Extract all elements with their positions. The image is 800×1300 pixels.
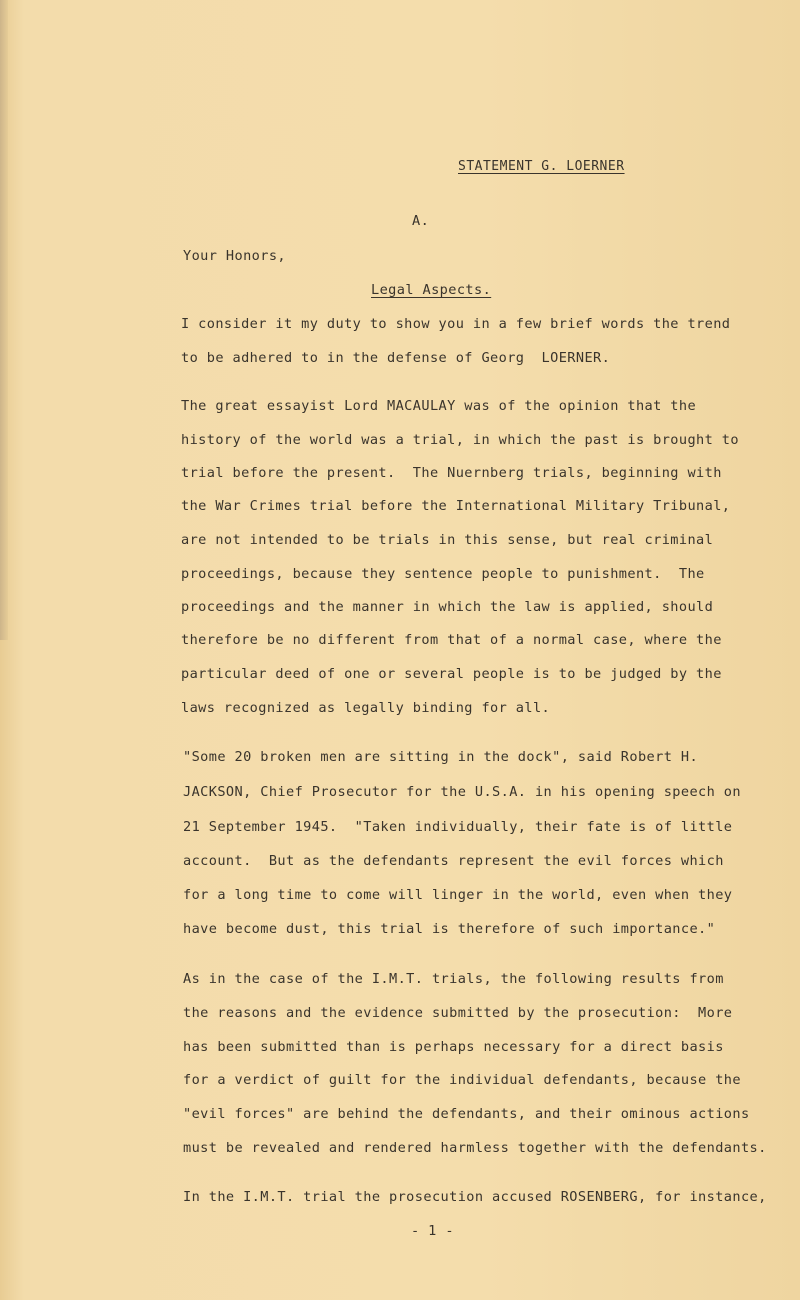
text-line: therefore be no different from that of a normal case, where the (181, 632, 722, 648)
text-line: for a verdict of guilt for the individual defendants, because the (183, 1072, 741, 1088)
text-line: have become dust, this trial is therefore of such importance." (183, 921, 716, 937)
subtitle: Legal Aspects. (371, 282, 492, 298)
section-letter: A. (412, 213, 430, 229)
text-line: account. But as the defendants represent the evil forces which (183, 853, 724, 869)
page-number: - 1 - (411, 1223, 454, 1239)
text-line: are not intended to be trials in this sense, but real criminal (181, 532, 714, 548)
text-line: In the I.M.T. trial the prosecution accused ROSENBERG, for instance, (183, 1189, 767, 1205)
text-line: "Some 20 broken men are sitting in the dock", said Robert H. (183, 749, 699, 765)
text-line: for a long time to come will linger in the world, even when they (183, 887, 733, 903)
text-line: proceedings and the manner in which the law is applied, should (181, 599, 714, 615)
text-line: I consider it my duty to show you in a few brief words the trend (181, 316, 731, 332)
text-line: particular deed of one or several people is to be judged by the (181, 666, 722, 682)
document-title: STATEMENT G. LOERNER (458, 159, 625, 174)
page-edge-shadow (0, 0, 8, 640)
text-line: laws recognized as legally binding for all. (181, 700, 551, 716)
text-line: to be adhered to in the defense of Georg LOERNER. (181, 350, 611, 366)
text-line: The great essayist Lord MACAULAY was of the opinion that the (181, 398, 697, 414)
text-line: JACKSON, Chief Prosecutor for the U.S.A. in his opening speech on (183, 784, 741, 800)
text-line: 21 September 1945. "Taken individually, their fate is of little (183, 819, 733, 835)
text-line: proceedings, because they sentence people to punishment. The (181, 566, 705, 582)
text-line: "evil forces" are behind the defendants, and their ominous actions (183, 1106, 750, 1122)
text-line: history of the world was a trial, in which the past is brought to (181, 432, 739, 448)
text-line: As in the case of the I.M.T. trials, the following results from (183, 971, 724, 987)
text-line: the reasons and the evidence submitted by the prosecution: More (183, 1005, 733, 1021)
text-line: trial before the present. The Nuernberg trials, beginning with (181, 465, 722, 481)
text-line: must be revealed and rendered harmless together with the defendants. (183, 1140, 767, 1156)
text-line: has been submitted than is perhaps necessary for a direct basis (183, 1039, 724, 1055)
text-line: the War Crimes trial before the International Military Tribunal, (181, 498, 731, 514)
salutation: Your Honors, (183, 248, 287, 264)
